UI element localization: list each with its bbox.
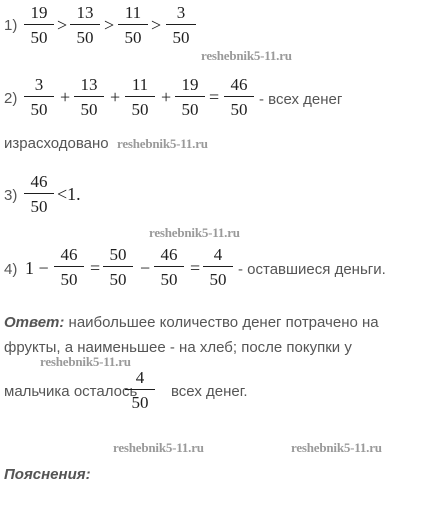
- step4-fraction-result: 4 50: [203, 245, 233, 289]
- explanation-label: Пояснения:: [4, 466, 91, 483]
- step4-fraction-2: 50 50: [103, 245, 133, 289]
- greater-sign: >: [151, 15, 162, 35]
- equals-sign: =: [90, 258, 101, 278]
- watermark: reshebnik5-11.ru: [291, 440, 382, 455]
- step2-line2-text: израсходовано: [4, 135, 109, 152]
- step2-fraction-3: 11 50: [125, 75, 155, 119]
- plus-sign: +: [110, 87, 121, 107]
- answer-text-1: наибольшее количество денег потрачено на: [68, 314, 379, 331]
- equals-sign: =: [190, 258, 201, 278]
- answer-line2: фрукты, а наименьшее - на хлеб; после покупки у: [4, 339, 352, 356]
- greater-sign: >: [57, 15, 68, 35]
- step1-fraction-1: 19 50: [24, 3, 54, 47]
- watermark: reshebnik5-11.ru: [149, 225, 240, 240]
- answer-line3-end: всех денег.: [171, 383, 248, 400]
- step1-fraction-3: 11 50: [118, 3, 148, 47]
- equals-sign: =: [209, 87, 220, 107]
- answer-fraction: 4 50: [125, 368, 155, 412]
- step4-fraction-3: 46 50: [154, 245, 184, 289]
- step2-label: 2): [4, 90, 18, 107]
- minus-sign: −: [140, 258, 151, 278]
- step2-fraction-result: 46 50: [224, 75, 254, 119]
- answer-line1: [4, 314, 379, 331]
- step4-label: 4): [4, 261, 18, 278]
- step3-fraction: 46 50: [24, 172, 54, 216]
- plus-sign: +: [161, 87, 172, 107]
- step4-fraction-1: 46 50: [54, 245, 84, 289]
- step1-fraction-2: 13 50: [70, 3, 100, 47]
- watermark: reshebnik5-11.ru: [113, 440, 204, 455]
- greater-sign: >: [104, 15, 115, 35]
- answer-line3-start: мальчика осталось: [4, 383, 138, 400]
- step4-tail-text: - оставшиеся деньги.: [238, 261, 386, 278]
- watermark: reshebnik5-11.ru: [117, 136, 208, 151]
- watermark: reshebnik5-11.ru: [40, 354, 131, 369]
- answer-label: Ответ:: [4, 314, 65, 331]
- watermark: reshebnik5-11.ru: [201, 48, 292, 63]
- step4-lead: 1 −: [25, 258, 49, 278]
- step1-label: 1): [4, 17, 18, 34]
- plus-sign: +: [60, 87, 71, 107]
- step2-fraction-2: 13 50: [74, 75, 104, 119]
- step1-fraction-4: 3 50: [166, 3, 196, 47]
- step2-fraction-1: 3 50: [24, 75, 54, 119]
- step3-label: 3): [4, 187, 18, 204]
- step2-tail-text: - всех денег: [259, 91, 343, 108]
- step3-tail: <1.: [57, 184, 81, 204]
- step2-fraction-4: 19 50: [175, 75, 205, 119]
